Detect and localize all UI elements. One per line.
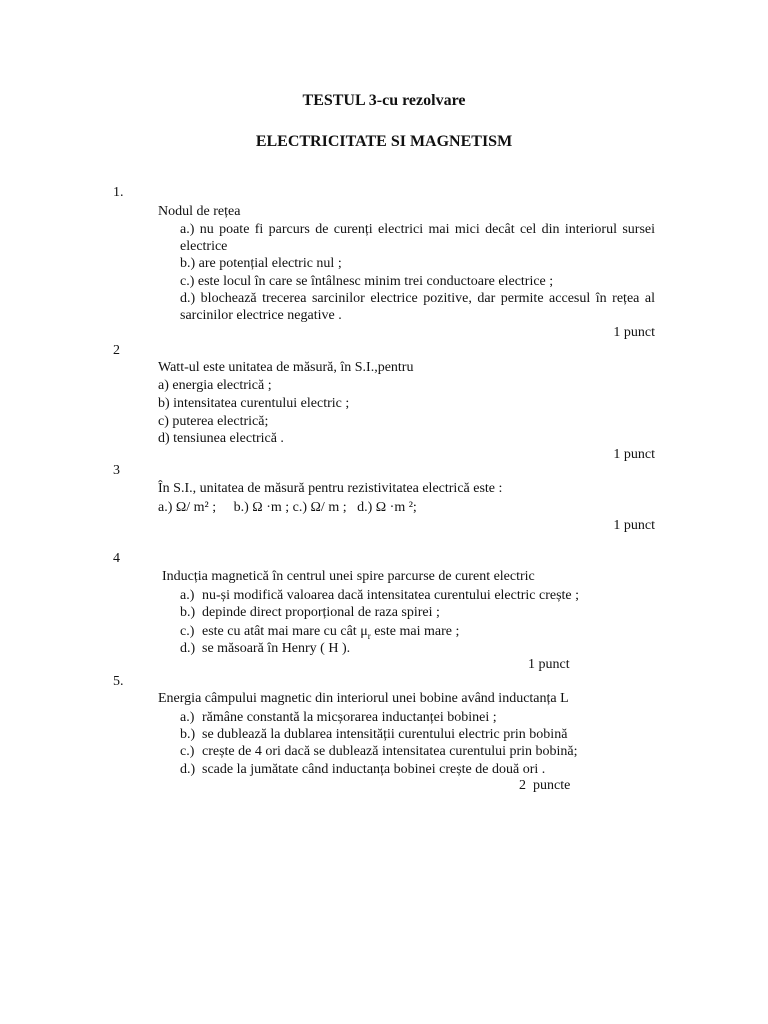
option-d bbox=[180, 640, 670, 657]
question-stem: Nodul de rețea bbox=[158, 204, 241, 219]
option-text: nu-și modifică valoarea dacă intensitatea curentului electric crește ; bbox=[202, 588, 580, 603]
option-text-after: este mai mare ; bbox=[370, 624, 460, 639]
options-line: a.) Ω/ m² ; b.) Ω ·m ; c.) Ω/ m ; d.) Ω ·m ²; bbox=[158, 500, 417, 515]
question-number: 3 bbox=[113, 463, 120, 478]
option-b: b.) are potențial electric nul ; bbox=[180, 256, 342, 271]
question-stem: Inducția magnetică în centrul unei spire parcurse de curent electric bbox=[162, 569, 535, 584]
option-text: rămâne constantă la micșorarea inductanței bobinei ; bbox=[202, 710, 497, 725]
option-label: b.) bbox=[180, 727, 196, 742]
option-label: a.) bbox=[180, 588, 195, 603]
option-c: c.) este locul în care se întâlnesc minim trei conductoare electrice ; bbox=[180, 274, 554, 289]
option-label: d.) bbox=[180, 762, 196, 777]
question-number: 2 bbox=[113, 343, 120, 358]
question-number: 1. bbox=[113, 185, 124, 200]
option-label: d.) bbox=[180, 641, 196, 656]
option-text: se măsoară în Henry ( H ). bbox=[202, 641, 351, 656]
option-b bbox=[180, 726, 670, 743]
option-text: crește de 4 ori dacă se dublează intensitatea curentului prin bobină; bbox=[202, 744, 578, 759]
points-label: 2 puncte bbox=[519, 778, 571, 793]
option-b bbox=[180, 604, 670, 621]
option-c bbox=[180, 743, 670, 760]
option-a: a.) nu poate fi parcurs de curenți electrici mai mici decât cel din interiorul sursei electrice bbox=[180, 222, 655, 254]
option-text: depinde direct proporțional de raza spirei ; bbox=[202, 605, 440, 620]
question-number: 4 bbox=[113, 551, 120, 566]
question-number: 5. bbox=[113, 674, 124, 689]
option-c: c) puterea electrică; bbox=[158, 414, 269, 429]
question-stem: În S.I., unitatea de măsură pentru rezistivitatea electrică este : bbox=[158, 481, 503, 496]
option-d: d.) blochează trecerea sarcinilor electrice pozitive, dar permite accesul în rețea al sarcinilor electrice negative . bbox=[180, 291, 655, 323]
mu-subscript: r bbox=[367, 630, 371, 641]
option-a: a) energia electrică ; bbox=[158, 378, 272, 393]
option-a bbox=[180, 587, 670, 604]
question-stem: Watt-ul este unitatea de măsură, în S.I.,pentru bbox=[158, 360, 414, 375]
option-label: c.) bbox=[180, 744, 195, 759]
page-title: TESTUL 3-cu rezolvare bbox=[302, 92, 466, 109]
option-text-main: este cu atât mai mare cu cât μ bbox=[202, 624, 368, 639]
option-label: c.) bbox=[180, 624, 195, 639]
page-subtitle: ELECTRICITATE SI MAGNETISM bbox=[255, 133, 513, 150]
option-d: d) tensiunea electrică . bbox=[158, 431, 284, 446]
points-label: 1 punct bbox=[613, 325, 655, 340]
points-label: 1 punct bbox=[528, 657, 570, 672]
question-stem: Energia câmpului magnetic din interiorul unei bobine având inductanța L bbox=[158, 691, 569, 706]
option-text: se dublează la dublarea intensității curentului electric prin bobină bbox=[202, 727, 568, 742]
option-label: a.) bbox=[180, 710, 195, 725]
option-b: b) intensitatea curentului electric ; bbox=[158, 396, 350, 411]
option-label: b.) bbox=[180, 605, 196, 620]
points-label: 1 punct bbox=[613, 518, 655, 533]
points-label: 1 punct bbox=[613, 447, 655, 462]
option-d bbox=[180, 761, 670, 778]
option-a bbox=[180, 709, 670, 726]
option-text: scade la jumătate când inductanța bobinei crește de două ori . bbox=[202, 762, 546, 777]
